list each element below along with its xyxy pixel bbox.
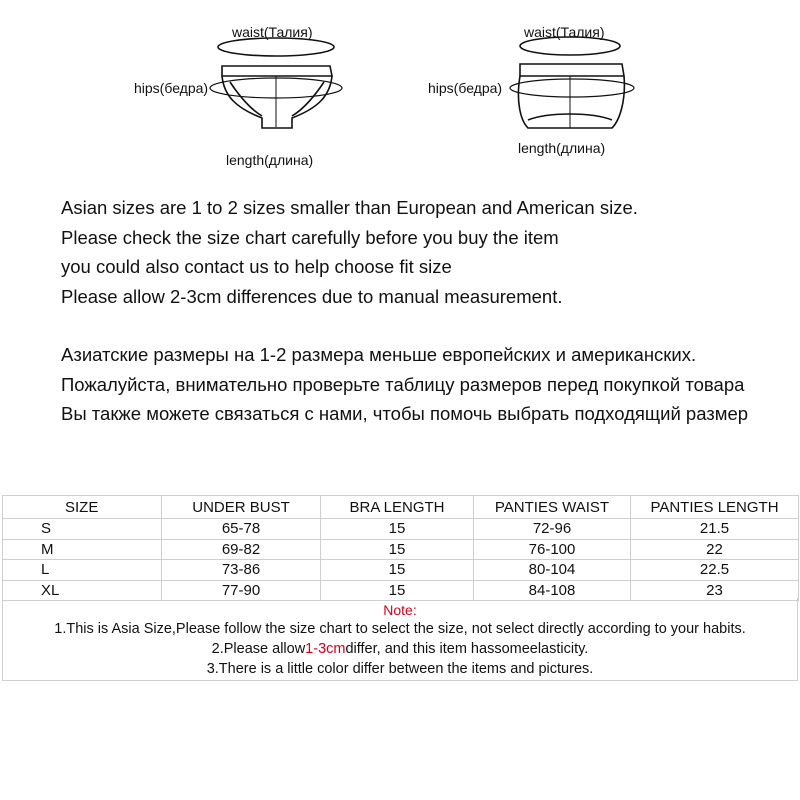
hips-label-left: hips(бедра) [134, 80, 209, 96]
info-line: Please allow 2-3cm differences due to manual measurement. [61, 285, 563, 307]
note-line-1: 1.This is Asia Size,Please follow the size chart to select the size, not select directly according to your habits. [54, 621, 746, 637]
cell-panties-waist: 72-96 [474, 519, 631, 540]
cell-panties-length: 22 [631, 539, 799, 560]
header-size: SIZE [3, 496, 162, 519]
table-header-row [3, 496, 799, 519]
hips-label-right: hips(бедра) [428, 80, 503, 96]
cell-panties-waist: 80-104 [474, 560, 631, 581]
boyshort-sketch-right [510, 37, 634, 128]
note-line-3: 3.There is a little color differ between the items and pictures. [206, 661, 594, 677]
table-row [3, 519, 799, 540]
info-line: you could also contact us to help choose fit size [61, 256, 452, 277]
measurement-diagram [0, 0, 800, 185]
info-line: Пожалуйста, внимательно проверьте таблицу размеров перед покупкой товара [61, 373, 745, 395]
waist-label-right: waist(Талия) [524, 24, 605, 40]
cell-under-bust: 77-90 [162, 580, 321, 601]
waist-label-left: waist(Талия) [232, 24, 313, 40]
header-panties-length: PANTIES LENGTH [631, 496, 799, 519]
table-row [3, 560, 799, 581]
info-russian [61, 340, 781, 429]
cell-size: M [3, 539, 162, 560]
length-label-right: length(длина) [518, 140, 606, 156]
note-box [2, 598, 798, 681]
brief-sketch-left [210, 38, 342, 128]
note-title: Note: [383, 602, 417, 618]
size-chart-table [2, 495, 799, 601]
info-english [61, 193, 781, 311]
cell-panties-length: 23 [631, 580, 799, 601]
cell-bra-length: 15 [321, 580, 474, 601]
info-line: Asian sizes are 1 to 2 sizes smaller than European and American size. [61, 197, 638, 218]
cell-bra-length: 15 [321, 519, 474, 540]
note-line-2-end: differ, and this item hassomeelasticity. [345, 641, 589, 657]
cell-under-bust: 69-82 [162, 539, 321, 560]
cell-bra-length: 15 [321, 560, 474, 581]
header-panties-waist: PANTIES WAIST [474, 496, 631, 519]
cell-size: S [3, 519, 162, 540]
cell-under-bust: 73-86 [162, 560, 321, 581]
info-line: Азиатские размеры на 1-2 размера меньше европейских и американских. [61, 344, 697, 365]
note-line-2 [3, 639, 797, 659]
info-line: Please check the size chart carefully before you buy the item [61, 226, 559, 248]
header-bra-length: BRA LENGTH [321, 496, 474, 519]
info-line: Вы также можете связаться с нами, чтобы помочь выбрать подходящий размер [61, 403, 749, 424]
note-highlight: 1-3cm [305, 641, 346, 657]
cell-bra-length: 15 [321, 539, 474, 560]
cell-under-bust: 65-78 [162, 519, 321, 540]
cell-panties-length: 22.5 [631, 560, 799, 581]
cell-panties-length: 21.5 [631, 519, 799, 540]
cell-panties-waist: 84-108 [474, 580, 631, 601]
length-label-left: length(длина) [226, 152, 314, 168]
header-under-bust: UNDER BUST [162, 496, 321, 519]
panties-sketches [0, 0, 800, 185]
cell-size: XL [3, 580, 162, 601]
note-line-2-start: 2.Please allow [211, 641, 306, 657]
cell-size: L [3, 560, 162, 581]
table-row [3, 539, 799, 560]
cell-panties-waist: 76-100 [474, 539, 631, 560]
